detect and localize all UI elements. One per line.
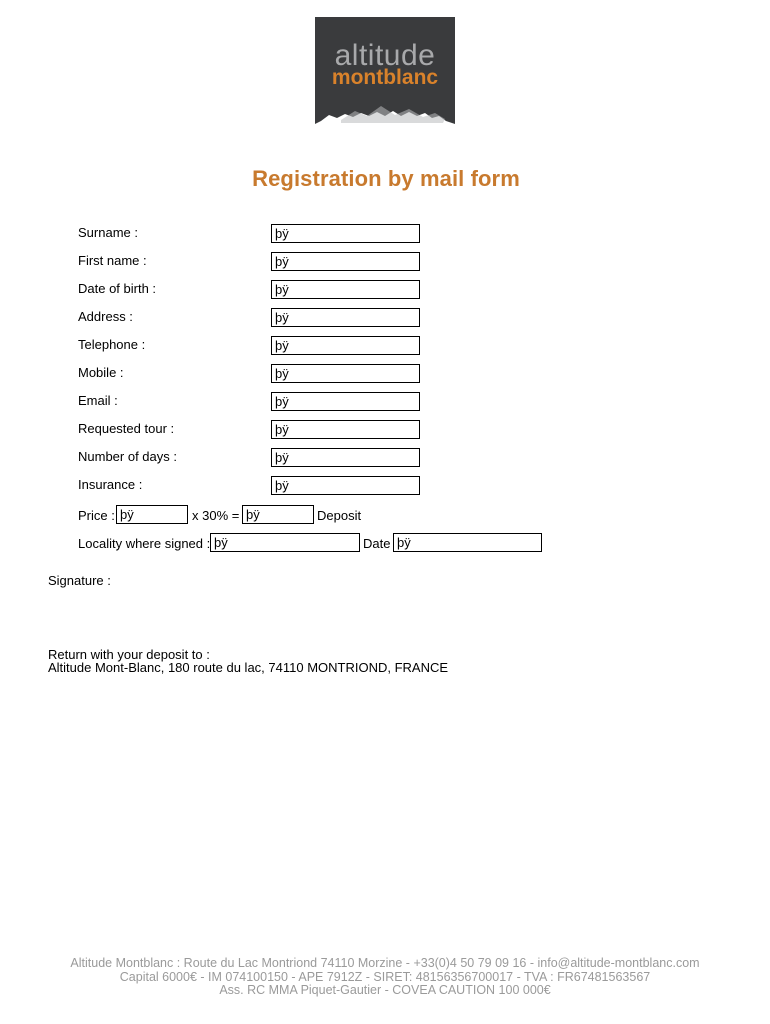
telephone-input[interactable] xyxy=(271,336,420,355)
date-input[interactable] xyxy=(393,533,542,552)
surname-label: Surname : xyxy=(78,225,138,240)
first-name-input[interactable] xyxy=(271,252,420,271)
locality-label: Locality where signed : xyxy=(78,536,211,551)
mobile-label: Mobile : xyxy=(78,365,124,380)
footer-registration-line: Capital 6000€ - IM 074100150 - APE 7912Z - SIRET: 48156356700017 - TVA : FR67481563567 xyxy=(119,969,651,984)
price-input[interactable] xyxy=(116,505,188,524)
logo-text-bottom: montblanc xyxy=(331,66,439,89)
signature-label: Signature : xyxy=(48,573,111,588)
date-label: Date xyxy=(363,536,391,551)
locality-input[interactable] xyxy=(210,533,360,552)
date-of-birth-input[interactable] xyxy=(271,280,420,299)
address-label: Address : xyxy=(78,309,133,324)
deposit-label: Deposit xyxy=(317,508,362,523)
number-of-days-input[interactable] xyxy=(271,448,420,467)
return-address: Altitude Mont-Blanc, 180 route du lac, 74110 MONTRIOND, FRANCE xyxy=(48,660,449,675)
return-instruction: Return with your deposit to : xyxy=(48,647,210,662)
insurance-input[interactable] xyxy=(271,476,420,495)
email-input[interactable] xyxy=(271,392,420,411)
first-name-label: First name : xyxy=(78,253,147,268)
form-title: Registration by mail form xyxy=(252,166,520,191)
date-of-birth-label: Date of birth : xyxy=(78,281,157,296)
multiplier-label: x 30% = xyxy=(192,508,240,523)
email-label: Email : xyxy=(78,393,118,408)
mobile-input[interactable] xyxy=(271,364,420,383)
company-logo xyxy=(315,17,455,127)
requested-tour-label: Requested tour : xyxy=(78,421,175,436)
requested-tour-input[interactable] xyxy=(271,420,420,439)
logo-graphic xyxy=(315,17,455,127)
price-label: Price : xyxy=(78,508,115,523)
insurance-label: Insurance : xyxy=(78,477,143,492)
footer-contact-line: Altitude Montblanc : Route du Lac Montriond 74110 Morzine - +33(0)4 50 79 09 16 - info@altitude-montblanc.com xyxy=(70,956,700,970)
number-of-days-label: Number of days : xyxy=(78,449,177,464)
footer-insurance-line: Ass. RC MMA Piquet-Gautier - COVEA CAUTION 100 000€ xyxy=(219,983,551,997)
address-input[interactable] xyxy=(271,308,420,327)
deposit-input[interactable] xyxy=(242,505,314,524)
logo-text-top: altitude xyxy=(334,39,436,72)
telephone-label: Telephone : xyxy=(78,337,146,352)
surname-input[interactable] xyxy=(271,224,420,243)
